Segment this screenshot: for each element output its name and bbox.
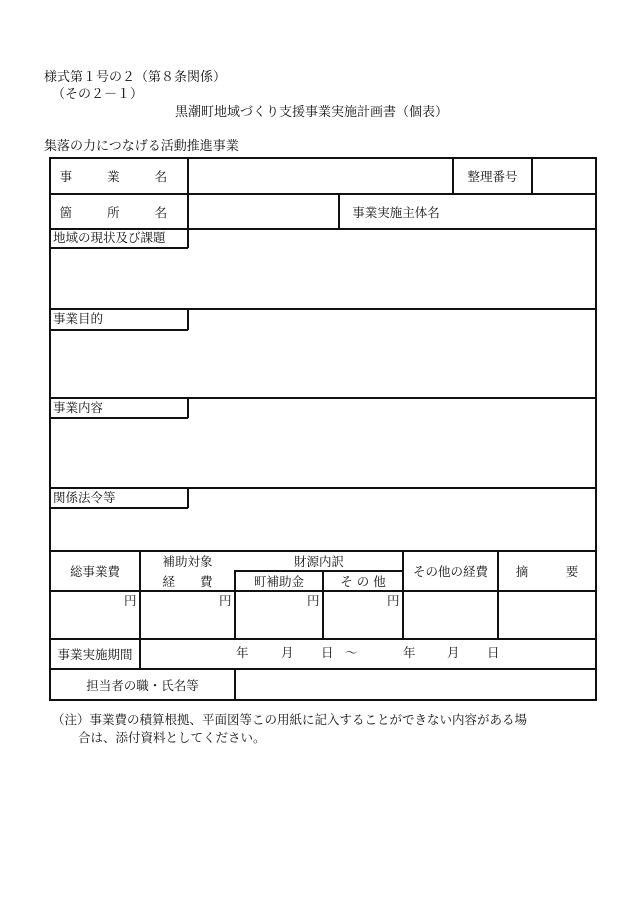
table-border-bottom (49, 699, 597, 701)
label-box-right (187, 308, 189, 330)
location-label: 箇 所 名 (59, 204, 179, 220)
funding-breakdown-label: 財源内訳 (293, 554, 344, 569)
row-divider (49, 397, 597, 399)
project-category: 集落の力につなげる活動推進事業 (44, 139, 239, 154)
label-box-right (187, 397, 189, 418)
notes (52, 711, 527, 747)
period-start-day[interactable]: 日 (321, 645, 334, 660)
current-situation-field[interactable] (51, 249, 595, 307)
town-subsidy-yen[interactable]: 円 (307, 593, 320, 608)
content-field[interactable] (51, 419, 595, 486)
subsidy-target-label-1: 補助対象 (162, 554, 213, 569)
subsidy-target-label-2: 経 費 (162, 573, 213, 589)
laws-field[interactable] (51, 509, 595, 549)
period-end-year[interactable]: 年 (403, 645, 416, 660)
total-cost-label: 総事業費 (69, 564, 120, 579)
other-expenses-label: その他の経費 (412, 564, 488, 579)
plan-form-table (49, 157, 597, 701)
purpose-label: 事業目的 (53, 311, 104, 326)
period-end-day[interactable]: 日 (487, 645, 500, 660)
implementer-label: 事業実施主体名 (352, 204, 440, 220)
other-expenses-field[interactable] (404, 592, 497, 638)
person-label: 担当者の職・氏名等 (86, 677, 199, 693)
col-divider (139, 638, 141, 669)
row-divider (49, 487, 597, 489)
period-tilde: ～ (345, 645, 358, 660)
person-field[interactable] (236, 670, 595, 699)
period-start-year[interactable]: 年 (236, 645, 249, 660)
label-box-right (187, 487, 189, 508)
note-line-2: 合は、添付資料としてください。 (78, 730, 266, 745)
period-start-month[interactable]: 月 (281, 645, 294, 660)
location-field[interactable] (189, 195, 338, 228)
implementer-field[interactable] (454, 195, 595, 228)
total-cost-yen[interactable]: 円 (124, 593, 137, 608)
town-subsidy-label: 町補助金 (253, 573, 304, 589)
project-name-field[interactable] (189, 159, 452, 193)
form-sub-number: （その２－１） (52, 87, 144, 102)
document-title: 黒潮町地域づくり支援事業実施計画書（個表） (175, 105, 449, 120)
content-label: 事業内容 (53, 400, 104, 415)
table-border-right (595, 157, 597, 701)
period-label: 事業実施期間 (57, 647, 133, 662)
reference-number-field[interactable] (533, 159, 595, 193)
reference-number-label: 整理番号 (467, 169, 518, 184)
remarks-label: 摘 要 (515, 564, 579, 579)
label-box-right (187, 228, 189, 248)
other-funding-label: そ の 他 (340, 573, 386, 589)
purpose-field[interactable] (51, 331, 595, 396)
remarks-field[interactable] (499, 592, 595, 638)
note-line-1: （注）事業費の積算根拠、平面図等この用紙に記入することができない内容がある場 (52, 712, 528, 727)
laws-label: 関係法令等 (53, 490, 116, 505)
period-end-month[interactable]: 月 (447, 645, 460, 660)
row-divider (49, 308, 597, 310)
other-funding-yen[interactable]: 円 (387, 593, 400, 608)
subsidy-target-yen[interactable]: 円 (219, 593, 232, 608)
form-number: 様式第１号の２（第８条関係） (44, 70, 227, 85)
project-name-label: 事 業 名 (59, 169, 179, 184)
current-situation-label: 地域の現状及び課題 (53, 230, 166, 245)
